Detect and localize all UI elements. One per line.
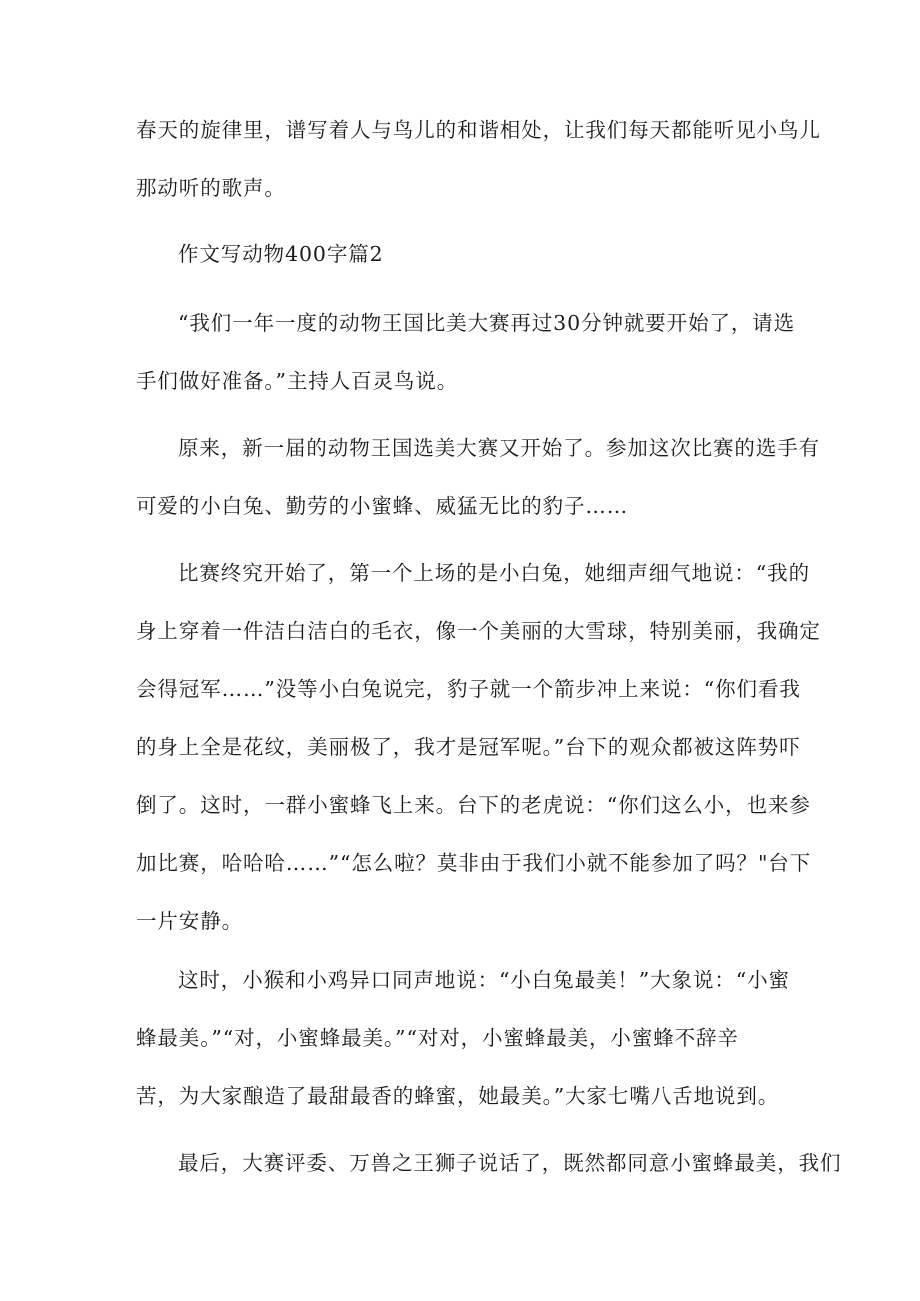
paragraph-line: 蜂最美。”“对，小蜜蜂最美。”“对对，小蜜蜂最美，小蜜蜂不辞辛 <box>136 1026 739 1050</box>
paragraph-line: “我们一年一度的动物王国比美大赛再过30分钟就要开始了，请选 <box>178 311 796 335</box>
paragraph-line: 倒了。这时，一群小蜜蜂飞上来。台下的老虎说：“你们这么小，也来参 <box>136 793 811 817</box>
section-heading: 作文写动物400字篇2 <box>178 242 384 266</box>
paragraph-line: 身上穿着一件洁白洁白的毛衣，像一个美丽的大雪球，特别美丽，我确定 <box>136 619 821 643</box>
paragraph-line: 一片安静。 <box>136 909 243 933</box>
paragraph-line: 的身上全是花纹，美丽极了，我才是冠军呢。”台下的观众都被这阵势吓 <box>136 735 801 759</box>
paragraph-line: 比赛终究开始了，第一个上场的是小白兔，她细声细气地说：“我的 <box>178 561 810 585</box>
paragraph-line: 那动听的歌声。 <box>136 176 286 200</box>
paragraph-line: 最后，大赛评委、万兽之王狮子说话了，既然都同意小蜜蜂最美，我们 <box>178 1151 842 1175</box>
paragraph-line: 加比赛，哈哈哈……”“怎么啦？莫非由于我们小就不能参加了吗？"台下 <box>136 851 812 875</box>
paragraph-line: 可爱的小白兔、勤劳的小蜜蜂、威猛无比的豹子…… <box>136 494 629 518</box>
paragraph-line: 春天的旋律里，谱写着人与鸟儿的和谐相处，让我们每天都能听见小鸟儿 <box>136 118 821 142</box>
paragraph-line: 会得冠军……”没等小白兔说完，豹子就一个箭步冲上来说：“你们看我 <box>136 677 801 701</box>
paragraph-line: 原来，新一届的动物王国选美大赛又开始了。参加这次比赛的选手有 <box>178 436 820 460</box>
paragraph-line: 手们做好准备。”主持人百灵鸟说。 <box>136 369 459 393</box>
paragraph-line: 苦，为大家酿造了最甜最香的蜂蜜，她最美。”大家七嘴八舌地说到。 <box>136 1084 780 1108</box>
paragraph-line: 这时，小猴和小鸡异口同声地说：“小白兔最美！”大象说：“小蜜 <box>178 968 790 992</box>
